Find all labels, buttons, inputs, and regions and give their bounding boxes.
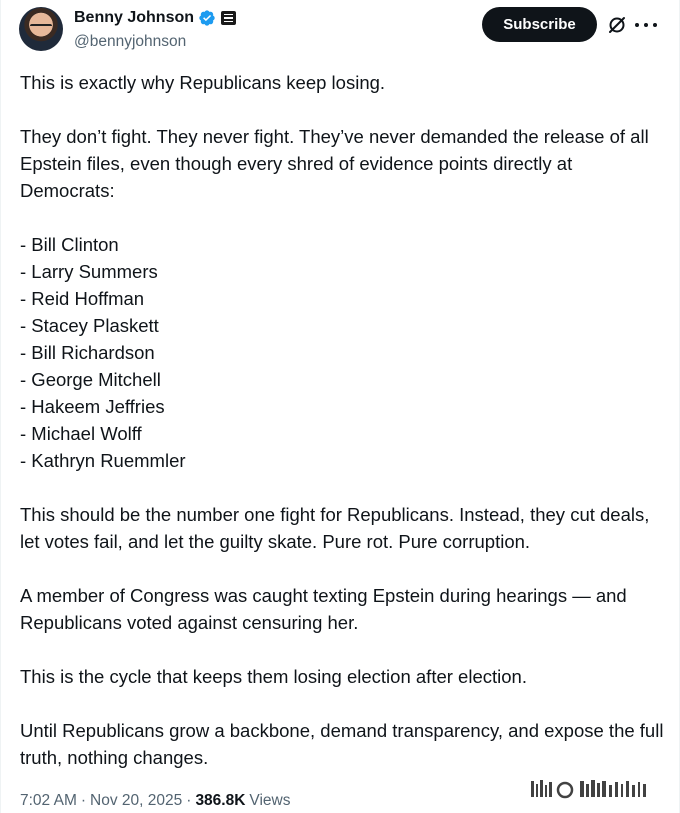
display-name[interactable]: Benny Johnson <box>74 9 195 26</box>
tweet-header <box>1 0 679 58</box>
watermark-logo <box>525 775 665 803</box>
tweet-paragraph: This is the cycle that keeps them losing election after election. <box>20 666 527 687</box>
name-list-item: - Bill Clinton <box>20 234 119 255</box>
tweet-meta <box>20 790 291 812</box>
tweet-time[interactable]: 7:02 AM <box>20 792 77 809</box>
name-list-item: - George Mitchell <box>20 369 161 390</box>
tweet-text <box>20 69 665 771</box>
name-list-item: - Kathryn Ruemmler <box>20 450 186 471</box>
meta-separator: · <box>186 792 192 809</box>
name-list-item: - Reid Hoffman <box>20 288 145 309</box>
verified-badge-icon[interactable] <box>198 9 216 27</box>
name-list-item: - Stacey Plaskett <box>20 315 159 336</box>
tweet-paragraph: Until Republicans grow a backbone, demand transparency, and expose the full truth, nothing changes. <box>20 720 664 768</box>
views-count[interactable]: 386.8K <box>195 792 246 809</box>
tweet-paragraph: A member of Congress was caught texting Epstein during hearings — and Republicans voted against censuring her. <box>20 585 627 633</box>
name-list-item: - Hakeem Jeffries <box>20 396 165 417</box>
avatar[interactable] <box>19 7 63 51</box>
tweet-date[interactable]: Nov 20, 2025 <box>90 792 183 809</box>
avatar-glasses <box>30 24 52 31</box>
subscribe-button[interactable]: Subscribe <box>482 7 597 42</box>
author-block <box>74 8 236 52</box>
tweet-paragraph: This is exactly why Republicans keep losing. <box>20 72 386 93</box>
meta-separator: · <box>80 792 87 809</box>
affiliate-badge-icon[interactable] <box>221 11 236 25</box>
tweet-paragraph: This should be the number one fight for Republicans. Instead, they cut deals, let votes fail, and let the guilty skate. Pure rot. Pure corruption. <box>20 504 650 552</box>
author-handle[interactable]: @bennyjohnson <box>74 33 187 50</box>
tweet-paragraph: They don’t fight. They never fight. They’ve never demanded the release of all Epstein files, even though every shred of evidence points directly at Democrats: <box>20 126 649 201</box>
more-icon[interactable] <box>635 15 657 35</box>
name-row <box>74 8 236 28</box>
grok-icon[interactable] <box>607 15 627 35</box>
name-list-item: - Michael Wolff <box>20 423 142 444</box>
name-list-item: - Bill Richardson <box>20 342 155 363</box>
views-label[interactable]: Views <box>249 792 291 809</box>
name-list-item: - Larry Summers <box>20 261 158 282</box>
